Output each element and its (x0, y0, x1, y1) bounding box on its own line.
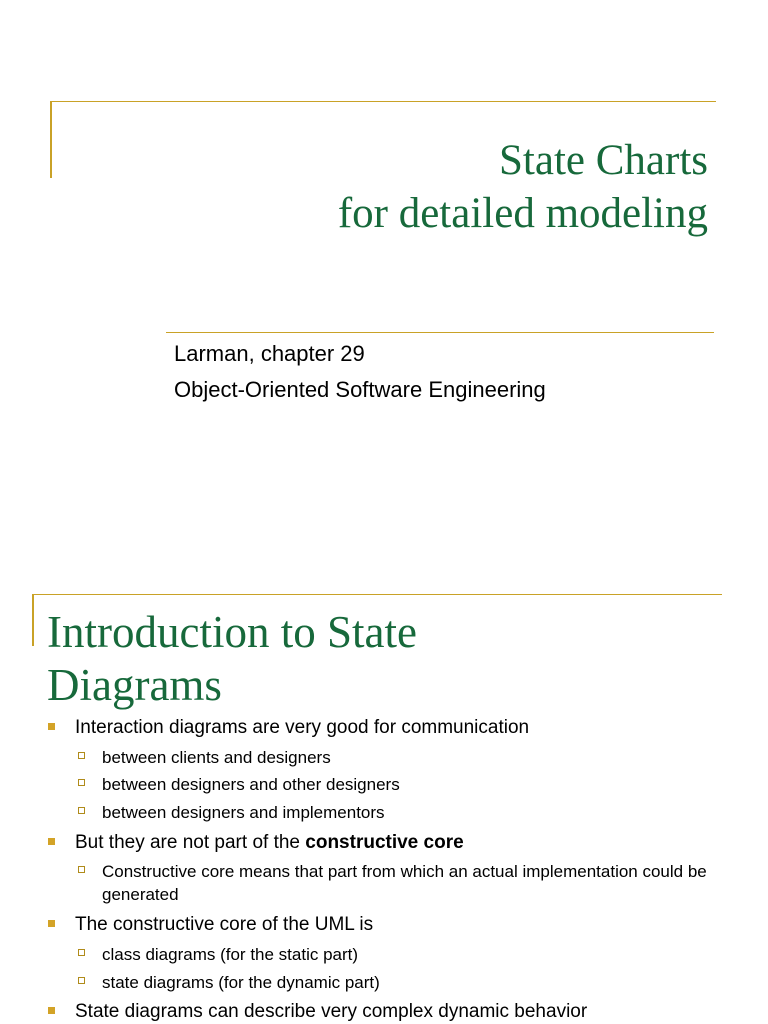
bullet-item (75, 717, 529, 739)
bullet-item (75, 1001, 587, 1023)
sub-bullet-text: Constructive core means that part from which an actual implementation could be generated (102, 862, 707, 904)
sub-bullet-text: class diagrams (for the static part) (102, 945, 359, 964)
sub-bullet-item (102, 860, 722, 906)
top-rule (50, 101, 716, 102)
sub-bullet-item (102, 773, 400, 796)
slide-title (47, 606, 417, 712)
slide-title-line-1: State Charts (499, 137, 708, 184)
sub-bullet-item (102, 746, 331, 769)
square-bullet-icon (48, 1007, 55, 1014)
slide-title-line-2: for detailed modeling (337, 190, 708, 237)
hollow-square-bullet-icon (78, 807, 85, 814)
bullet-text-bold: constructive core (305, 832, 464, 853)
hollow-square-bullet-icon (78, 752, 85, 759)
sub-bullet-item (102, 971, 380, 994)
sub-bullet-text: state diagrams (for the dynamic part) (102, 973, 380, 992)
slide-title-line-1: Introduction to State (47, 607, 417, 657)
subtitle-line-1: Larman, chapter 29 (174, 341, 365, 366)
sub-bullet-text: between clients and designers (102, 748, 331, 767)
sub-bullet-item (102, 943, 358, 966)
bullet-text: Interaction diagrams are very good for communication (75, 717, 530, 738)
hollow-square-bullet-icon (78, 779, 85, 786)
bullet-item (75, 914, 373, 936)
bullet-item (75, 832, 464, 854)
slide-title (338, 134, 708, 240)
bullet-text: The constructive core of the UML is (75, 914, 374, 935)
subtitle-rule (166, 332, 714, 333)
hollow-square-bullet-icon (78, 866, 85, 873)
bullet-text: State diagrams can describe very complex dynamic behavior (75, 1001, 588, 1022)
hollow-square-bullet-icon (78, 977, 85, 984)
sub-bullet-text: between designers and implementors (102, 803, 385, 822)
bullet-text: But they are not part of the (75, 832, 306, 853)
sub-bullet-item (102, 801, 385, 824)
square-bullet-icon (48, 920, 55, 927)
slide-title-line-2: Diagrams (47, 660, 222, 710)
sub-bullet-text: between designers and other designers (102, 775, 400, 794)
subtitle-line-2: Object-Oriented Software Engineering (174, 377, 546, 402)
square-bullet-icon (48, 723, 55, 730)
left-rule (32, 594, 34, 646)
hollow-square-bullet-icon (78, 949, 85, 956)
square-bullet-icon (48, 838, 55, 845)
top-rule (32, 594, 722, 595)
content-slide (0, 576, 768, 1024)
left-rule (50, 101, 52, 178)
